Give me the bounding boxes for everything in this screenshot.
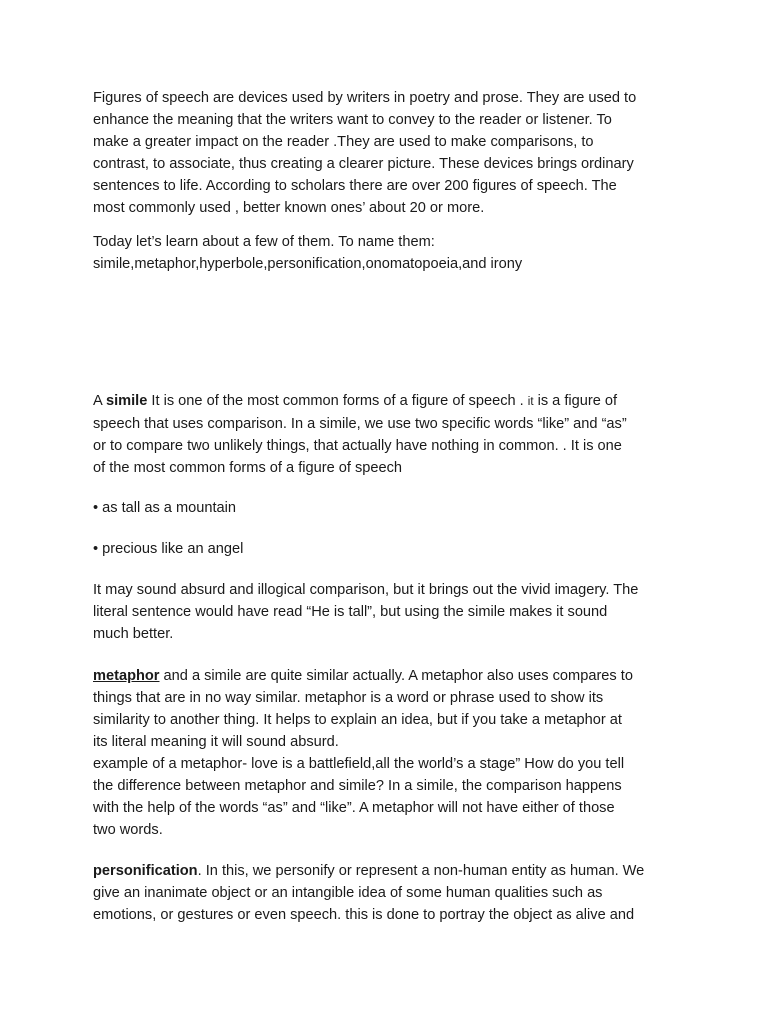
personification-paragraph	[93, 860, 683, 926]
personification-line: emotions, or gestures or even speech. this is done to portray the object as alive and	[93, 907, 635, 923]
metaphor-line: its literal meaning it will sound absurd.	[93, 734, 339, 750]
metaphor-paragraph	[93, 665, 683, 841]
intro-line: Figures of speech are devices used by writers in poetry and prose. They are used to	[93, 90, 637, 106]
metaphor-first-line	[93, 665, 683, 687]
bullet-item: • precious like an angel	[93, 541, 244, 557]
metaphor-line: two words.	[93, 822, 163, 838]
metaphor-line1-rest: and a simile are quite similar actually. A metaphor also uses compares to	[159, 668, 633, 684]
explanation-line: much better.	[93, 626, 174, 642]
simile-term: simile	[105, 393, 148, 409]
intro-line: sentences to life. According to scholars there are over 200 figures of speech. The	[93, 178, 617, 194]
intro-line: make a greater impact on the reader .They are used to make comparisons, to	[93, 134, 594, 150]
metaphor-line: similarity to another thing. It helps to explain an idea, but if you take a metaphor at	[93, 712, 622, 728]
metaphor-line: example of a metaphor- love is a battlefield,all the world’s a stage” How do you tell	[93, 756, 625, 772]
simile-line: speech that uses comparison. In a simile, we use two specific words “like” and “as”	[93, 416, 627, 432]
metaphor-term: metaphor	[93, 668, 160, 684]
explanation-line: literal sentence would have read “He is tall”, but using the simile makes it sound	[93, 604, 608, 620]
simile-example-1	[93, 497, 683, 519]
intro-paragraph	[93, 87, 683, 219]
simile-first-line	[93, 390, 683, 413]
metaphor-line: the difference between metaphor and simile? In a simile, the comparison happens	[93, 778, 622, 794]
intro-line: enhance the meaning that the writers want to convey to the reader or listener. To	[93, 112, 612, 128]
explanation-line: It may sound absurd and illogical comparison, but it brings out the vivid imagery. The	[93, 582, 639, 598]
personification-line: give an inanimate object or an intangible idea of some human qualities such as	[93, 885, 603, 901]
simile-line: or to compare two unlikely things, that actually have nothing in common. . It is one	[93, 438, 622, 454]
bullet-item: • as tall as a mountain	[93, 500, 237, 516]
simile-line1-a: It is one of the most common forms of a figure of speech .	[147, 393, 528, 409]
intro-line: most commonly used , better known ones’ about 20 or more.	[93, 200, 485, 216]
metaphor-line: things that are in no way similar. metaphor is a word or phrase used to show its	[93, 690, 604, 706]
simile-example-2	[93, 538, 683, 560]
today-line: Today let’s learn about a few of them. To name them:	[93, 234, 435, 250]
personification-line1-rest: . In this, we personify or represent a non-human entity as human. We	[197, 863, 645, 879]
simile-line1-b: is a figure of	[533, 393, 618, 409]
simile-paragraph	[93, 390, 683, 479]
personification-first-line	[93, 860, 683, 882]
personification-term: personification	[93, 863, 198, 879]
simile-prefix: A	[93, 393, 106, 409]
today-paragraph	[93, 231, 683, 275]
figures-list-line: simile,metaphor,hyperbole,personification,onomatopoeia,and irony	[93, 256, 523, 272]
simile-line1-small: it	[527, 396, 534, 408]
simile-line: of the most common forms of a figure of speech	[93, 460, 403, 476]
simile-explanation-paragraph	[93, 579, 683, 645]
metaphor-line: with the help of the words “as” and “like”. A metaphor will not have either of those	[93, 800, 615, 816]
intro-line: contrast, to associate, thus creating a clearer picture. These devices brings ordinary	[93, 156, 634, 172]
